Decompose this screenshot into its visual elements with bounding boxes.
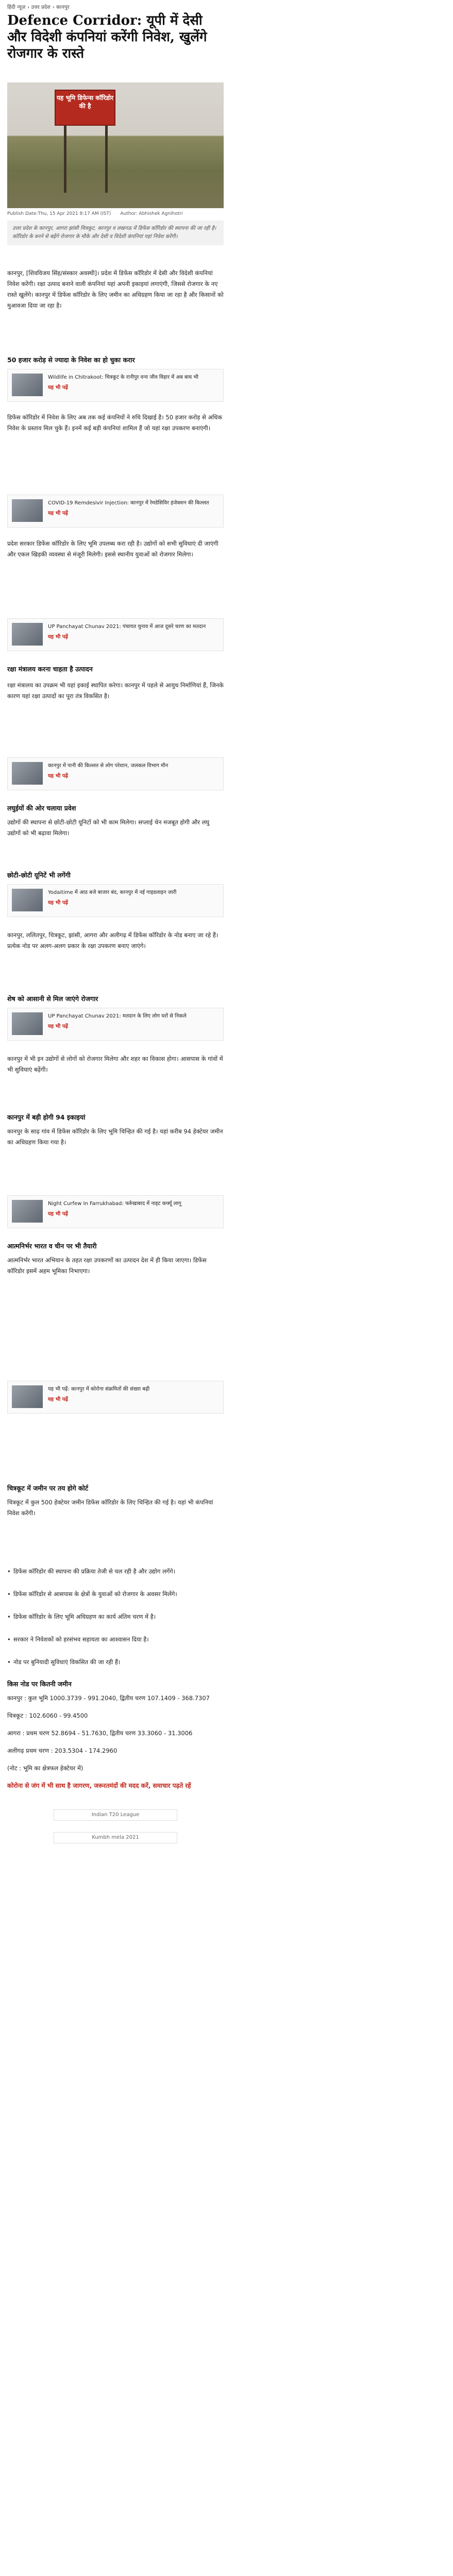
breadcrumb-item[interactable]: हिंदी न्यूज़: [7, 5, 26, 10]
related-thumbnail: [12, 1200, 43, 1223]
breadcrumb-item[interactable]: उत्तर प्रदेश: [31, 5, 51, 10]
related-thumbnail: [12, 623, 43, 646]
subheading: 50 हजार करोड़ से ज्यादा के निवेश का हो चुका करार: [7, 356, 135, 364]
related-thumbnail: [12, 1012, 43, 1035]
paragraph: कानपुर में भी इन उद्योगों से लोगों को रोजगार मिलेगा और शहर का विकास होगा। आसपास के गांवों में भी सुविधाएं बढ़ेंगी।: [7, 1055, 223, 1073]
read-more-link[interactable]: यह भी पढ़ें: [48, 900, 69, 906]
related-title[interactable]: UP Panchayat Chunav 2021: मतदान के लिए लोग घरों से निकले: [48, 1013, 187, 1019]
related-title[interactable]: Yodaitime में आठ बजे बाजार बंद, कानपुर में नई गाइडलाइन जारी: [48, 890, 177, 895]
read-more-link[interactable]: यह भी पढ़ें: [48, 634, 69, 640]
breadcrumb: हिंदी न्यूज़ › उत्तर प्रदेश › कानपुर: [7, 5, 70, 10]
paragraph: कानपुर, [शिवविजय सिंह/संस्कार अवस्थी]। प्रदेश में डिफेंस कॉरिडोर में देसी और विदेशी कंपनियां निवेश करेंगी। रक्षा उत्पाद बनाने वाली कंपनियां यहां अपनी इकाइयां लगाएंगी, जिससे रोजगार के नए रास्ते खुलेंगे। कानपुर में डिफेंस कॉरिडोर के लिए जमीन का अधिग्रहण किया जा रहा है और किसानों को मुआवजा दिया जा रहा है।: [7, 269, 224, 309]
bullet-item: • डिफेंस कॉरिडोर से आसपास के क्षेत्रों के युवाओं को रोजगार के अवसर मिलेंगे।: [13, 1589, 220, 1600]
read-more-link[interactable]: यह भी पढ़ें: [48, 385, 69, 391]
subheading: चित्रकूट में जमीन पर तय होगे कोर्ट: [7, 1484, 89, 1492]
land-row: चित्रकूट : 102.6060 - 99.4500: [7, 1712, 88, 1719]
subheading: रक्षा मंत्रालय करना चाहता है उत्पादन: [7, 665, 93, 673]
subheading: लघुईयों की ओर चलाया प्रवेश: [7, 804, 76, 812]
sign-board: यह भूमि डिफेन्स कॉरिडोर की है: [55, 90, 115, 126]
related-thumbnail: [12, 374, 43, 396]
bullet-item: • नोड पर बुनियादी सुविधाएं विकसित की जा रही हैं।: [13, 1657, 220, 1668]
land-row: अलीगढ़ प्रथम चरण : 203.5304 - 174.2960: [7, 1747, 118, 1754]
subheading: छोटी-छोटी यूनिटें भी लगेंगी: [7, 871, 71, 879]
hero-image: [7, 82, 224, 208]
paragraph: आत्मनिर्भर भारत अभियान के तहत रक्षा उपकरणों का उत्पादन देश में ही किया जाएगा। डिफेंस कॉरिडोर इसमें अहम भूमिका निभाएगा।: [7, 1257, 207, 1275]
related-title[interactable]: UP Panchayat Chunav 2021: पंचायत चुनाव में आज दूसरे चरण का मतदान: [48, 624, 206, 630]
related-article[interactable]: [7, 618, 224, 651]
image-caption: उत्तर प्रदेश के कानपुर, आगरा झांसी चित्रकूट, कानपुर व लखनऊ में डिफेंस कॉरिडोर की स्थापना की जा रही है। कॉरिडोर के बनने से बढ़ेंगे रोजगार के मौके और देसी व विदेशी कंपनियां यहां निवेश करेंगी।: [7, 221, 224, 245]
land-row: आगरा : प्रथम चरण 52.8694 - 51.7630, द्वितीय चरण 33.3060 - 31.3006: [7, 1730, 193, 1737]
related-title[interactable]: Night Curfew In Farrukhabad: फर्रुखाबाद में नाइट कर्फ्यू लागू: [48, 1201, 181, 1207]
sign-post: [105, 126, 108, 193]
related-title[interactable]: Wildlife in Chitrakoot: चित्रकूट के रानीपुर वन्य जीव विहार में अब बाघ भी: [48, 375, 198, 380]
paragraph: चित्रकूट में कुल 500 हेक्टेयर जमीन डिफेंस कॉरिडोर के लिए चिन्हित की गई है। यहां भी कंपनियां निवेश करेंगी।: [7, 1499, 213, 1517]
related-article[interactable]: [7, 369, 224, 402]
bullet-item: • डिफेंस कॉरिडोर की स्थापना की प्रक्रिया तेजी से चल रही है और उद्योग लगेंगे।: [13, 1566, 220, 1577]
related-thumbnail: [12, 499, 43, 522]
related-title[interactable]: यह भी पढ़ें: कानपुर में कोरोना संक्रमितों की संख्या बढ़ी: [48, 1386, 150, 1392]
related-thumbnail: [12, 762, 43, 785]
subheading: शेष को आसानी से मिल जाएंगे रोजगार: [7, 995, 98, 1003]
related-thumbnail: [12, 1385, 43, 1408]
author: Author: Abhishek Agnihotri: [120, 211, 183, 216]
publish-date: Publish Date:Thu, 15 Apr 2021 8:17 AM (IST): [7, 211, 111, 216]
paragraph: प्रदेश सरकार डिफेंस कॉरिडोर के लिए भूमि उपलब्ध करा रही है। उद्योगों को सभी सुविधाएं दी जाएंगी और एकल खिड़की व्यवस्था से मंजूरी मिलेगी। इससे स्थानीय युवाओं को रोजगार मिलेगा।: [7, 540, 219, 558]
related-article[interactable]: [7, 1195, 224, 1228]
read-more-link[interactable]: यह भी पढ़ें: [48, 773, 69, 779]
league-widget[interactable]: Indian T20 League: [54, 1809, 177, 1821]
closing-promo[interactable]: कोरोना से जंग में भी साथ है जागरण, जरूरतमंदों की मदद करें, समाचार पढ़ते रहें: [7, 1782, 191, 1789]
related-article[interactable]: [7, 1381, 224, 1414]
read-more-link[interactable]: यह भी पढ़ें: [48, 1397, 69, 1402]
bullet-item: • सरकार ने निवेशकों को हरसंभव सहायता का आश्वासन दिया है।: [13, 1634, 220, 1645]
breadcrumb-item[interactable]: कानपुर: [56, 5, 70, 10]
related-article[interactable]: [7, 884, 224, 917]
paragraph: डिफेंस कॉरिडोर में निवेश के लिए अब तक कई कंपनियों ने रुचि दिखाई है। 50 हजार करोड़ से अधिक निवेश के प्रस्ताव मिल चुके हैं। इनमें कई बड़ी कंपनियां शामिल हैं जो यहां रक्षा उपकरण बनाएंगी।: [7, 414, 223, 432]
source-note: (नोट : भूमि का क्षेत्रफल हेक्टेयर में): [7, 1765, 83, 1772]
read-more-link[interactable]: यह भी पढ़ें: [48, 1024, 69, 1029]
related-article[interactable]: [7, 495, 224, 528]
related-article[interactable]: [7, 1008, 224, 1041]
subheading: कानपुर में बड़ी होगी 94 इकाइयां: [7, 1113, 86, 1121]
paragraph: रक्षा मंत्रालय का उपक्रम भी यहां इकाई स्थापित करेगा। कानपुर में पहले से आयुध निर्माणियां हैं, जिनके कारण यहां रक्षा उत्पादों का पूरा तंत्र विकसित है।: [7, 682, 224, 700]
paragraph: कानपुर के साढ़ गांव में डिफेंस कॉरिडोर के लिए भूमि चिन्हित की गई है। यहां करीब 94 हेक्टेयर जमीन का अधिग्रहण किया गया है।: [7, 1128, 223, 1146]
related-title[interactable]: COVID-19 Remdesivir Injection: कानपुर में रेमडेसिविर इंजेक्शन की किल्लत: [48, 500, 209, 506]
article-headline: Defence Corridor: यूपी में देसी और विदेशी कंपनियां करेंगी निवेश, खुलेंगे रोजगार के रास्ते: [7, 13, 207, 61]
related-article[interactable]: [7, 757, 224, 790]
paragraph: कानपुर, ललितपुर, चित्रकूट, झांसी, आगरा और अलीगढ़ में डिफेंस कॉरिडोर के नोड बनाए जा रहे हैं। प्रत्येक नोड पर अलग-अलग प्रकार के रक्षा उपकरण बनाए जाएंगे।: [7, 931, 219, 950]
sign-post: [64, 126, 66, 193]
mela-widget[interactable]: Kumbh mela 2021: [54, 1832, 177, 1843]
related-title[interactable]: कानपुर में पानी की किल्लत से लोग परेशान, जलकल विभाग मौन: [48, 763, 169, 769]
read-more-link[interactable]: यह भी पढ़ें: [48, 511, 69, 516]
bullet-item: • डिफेंस कॉरिडोर के लिए भूमि अधिग्रहण का कार्य अंतिम चरण में है।: [13, 1612, 220, 1622]
article-meta: [7, 211, 183, 216]
read-more-link[interactable]: यह भी पढ़ें: [48, 1211, 69, 1217]
subheading: आत्मनिर्भर भारत व चीन पर भी तैयारी: [7, 1242, 97, 1250]
land-label: किस नोड पर कितनी जमीन: [7, 1680, 72, 1688]
related-thumbnail: [12, 889, 43, 911]
land-row: कानपुर : कुल भूमि 1000.3739 - 991.2040, द्वितीय चरण 107.1409 - 368.7307: [7, 1694, 210, 1702]
paragraph: उद्योगों की स्थापना से छोटी-छोटी यूनिटों को भी काम मिलेगा। सप्लाई चेन मजबूत होगी और लघु उद्योगों को भी बढ़ावा मिलेगा।: [7, 819, 210, 837]
